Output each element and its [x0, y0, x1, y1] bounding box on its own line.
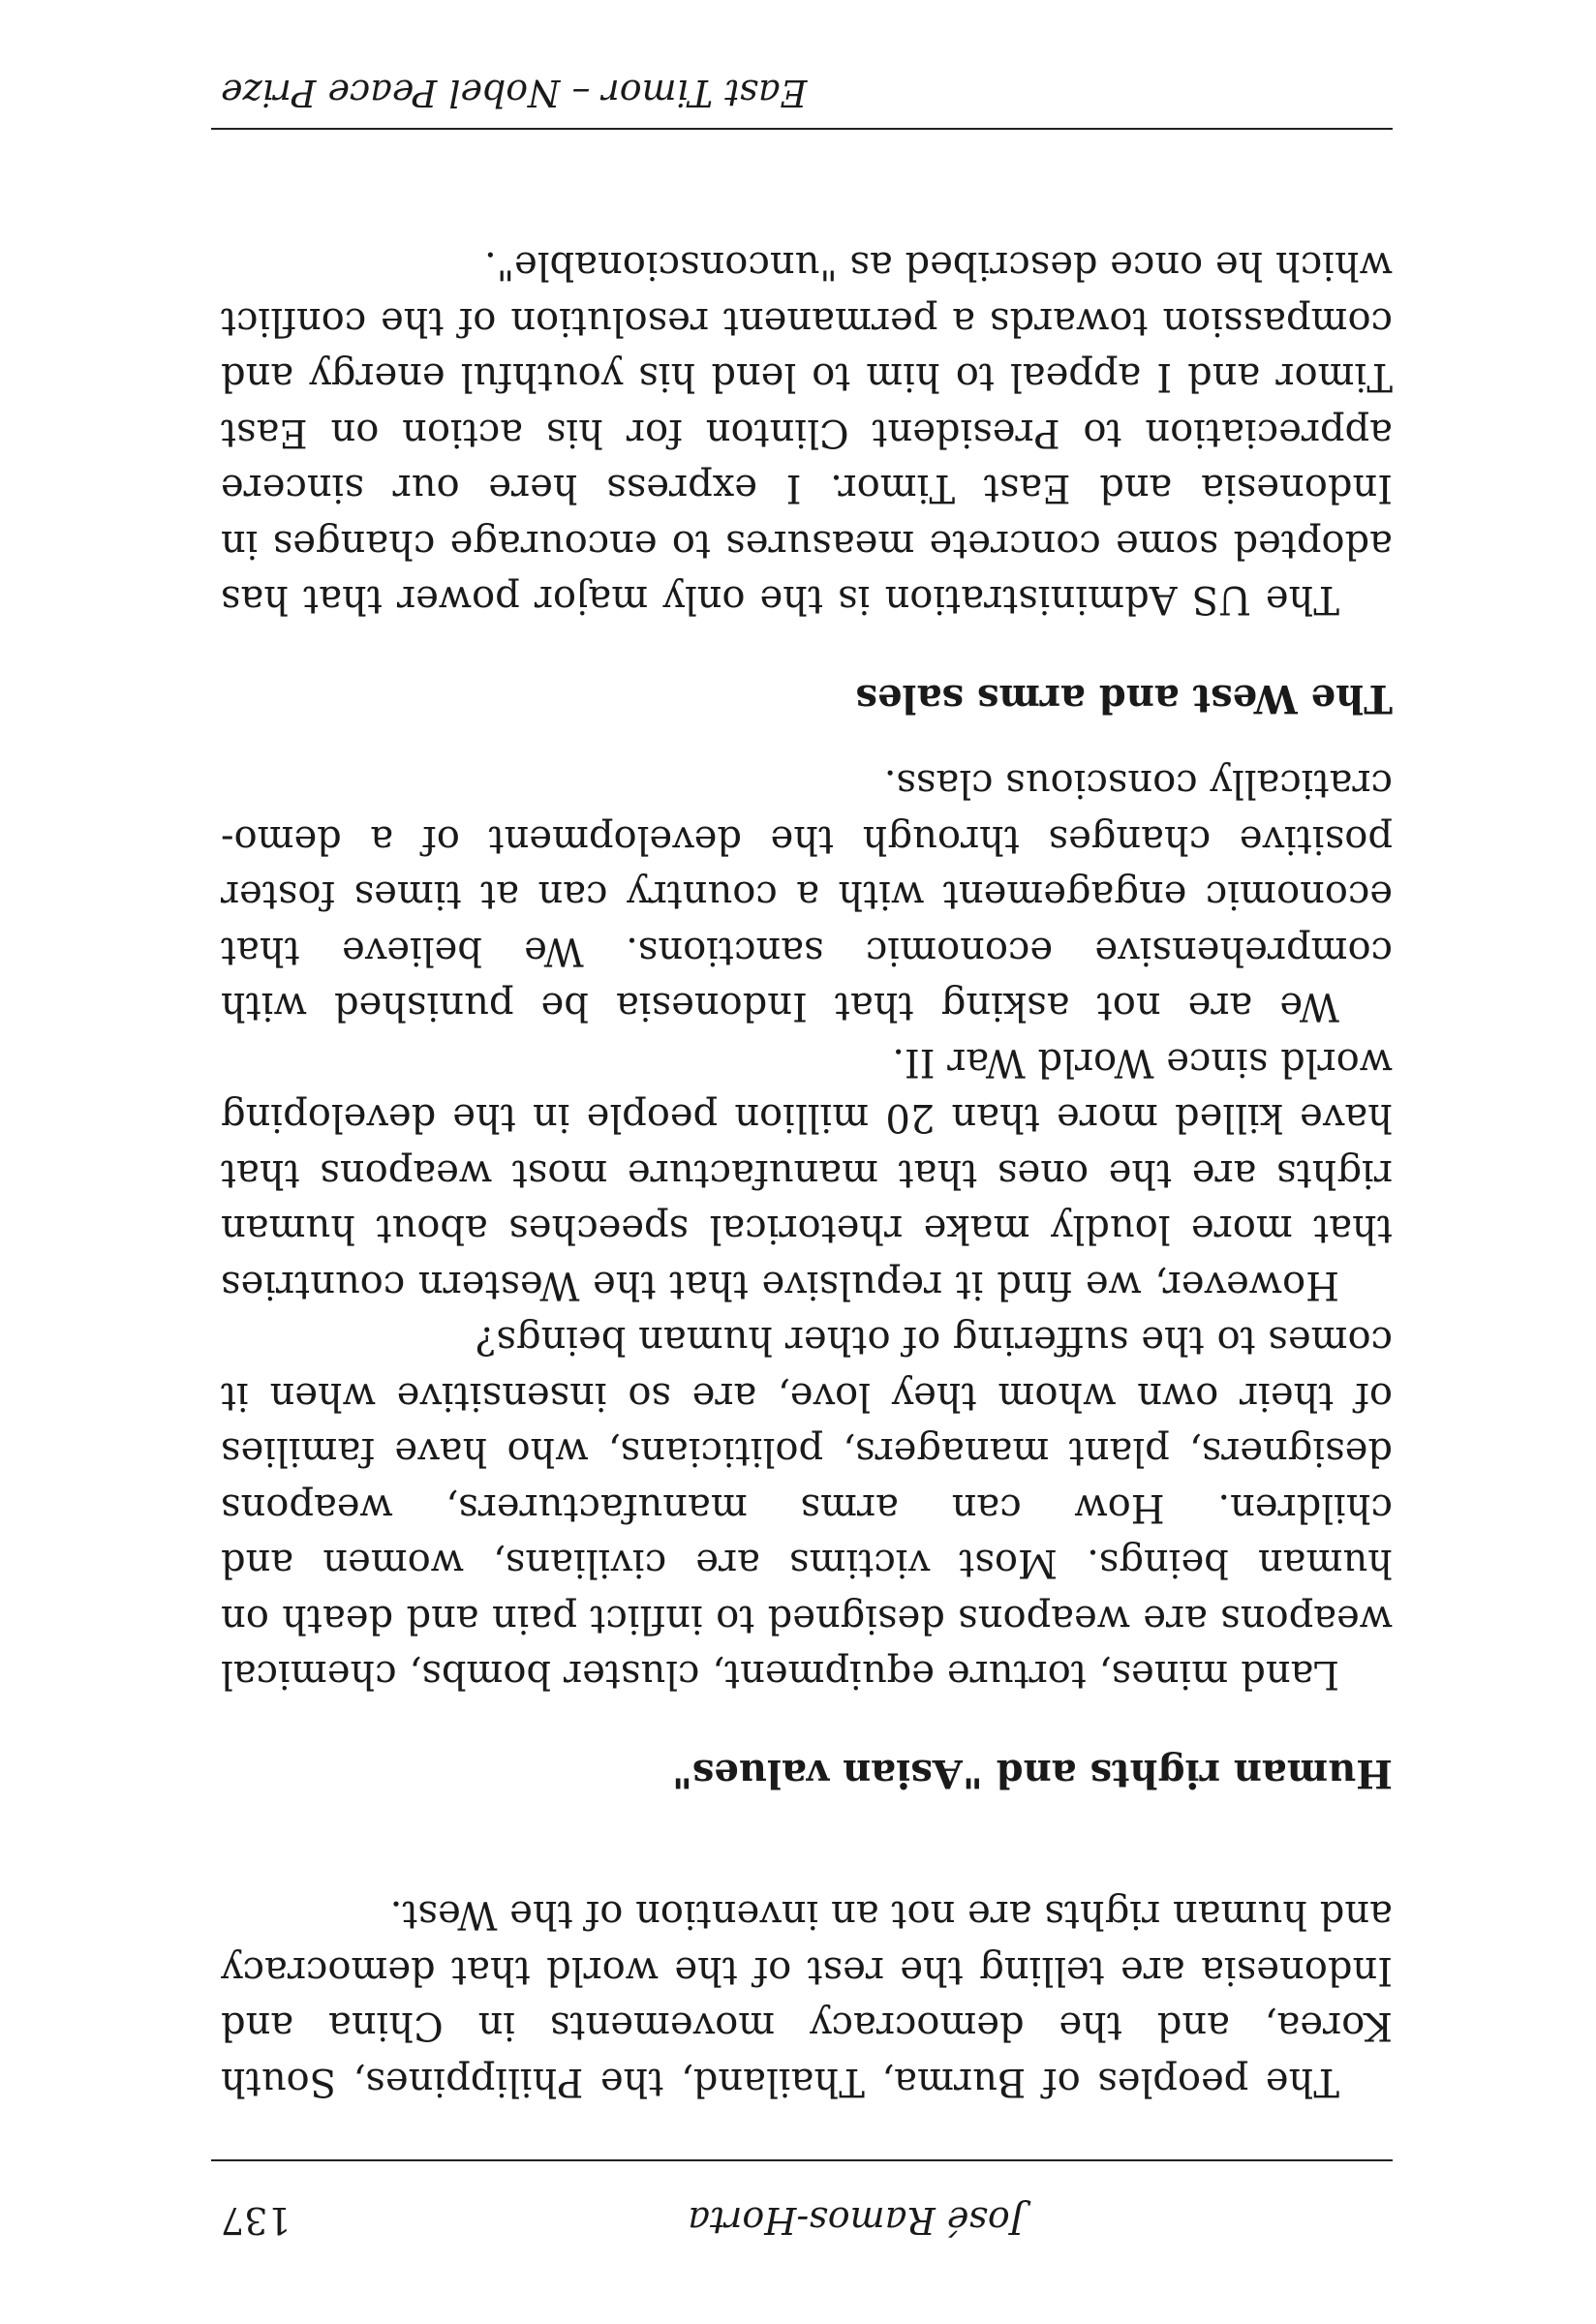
heading-west-arms: The West and arms sales: [855, 676, 1393, 721]
paragraph-not-asking: We are not asking that Indonesia be punished with comprehensive economic sanctions. We believe that economic engagement with a country can at times foster positive changes through the development of a demo-cratically conscious class.: [221, 761, 1393, 1029]
paragraph-us-administration: The US Administration is the only major power that has adopted some concrete measures to encourage changes in Indonesia and East Timor. I express here our sincere appreciation to President Clinton for his action on East Timor and I appeal to him to lend his youthful energy and compassion towards a permanent resolution of the conflict which he once described as "unconscionable".: [221, 243, 1393, 623]
paragraph-peoples: The peoples of Burma, Thailand, the Philippines, South Korea, and the democracy movements in China and Indonesia are telling the rest of the world that democracy and human rights are not an invention of the West.: [221, 1892, 1393, 2104]
text-column: [221, 237, 1393, 2109]
paragraph-land-mines: Land mines, torture equipment, cluster bombs, chemical weapons are weapons designed to inflict pain and death on human beings. Most victims are civilians, women and children. How can arms manufacturers, weapons designers, plant managers, politicians, who have families of their own whom they love, are so insensitive when it comes to the suffering of other human beings?: [221, 1318, 1393, 1697]
heading-human-rights: Human rights and "Asian values": [671, 1751, 1393, 1796]
footer-rule: [211, 128, 1393, 130]
header-rule: [211, 2159, 1393, 2161]
running-author: José Ramos-Horta: [688, 2199, 1025, 2242]
running-title: East Timor – Nobel Peace Prize: [221, 72, 808, 114]
section-gap: [221, 1801, 1393, 1886]
page-number: 137: [221, 2199, 292, 2242]
paragraph-however: However, we find it repulsive that the Western countries that more loudly make rhetorical speeches about human rights are the ones that manufacture most weapons that have killed more than 20 million people in the developing world since World War II.: [221, 1040, 1393, 1307]
page-header: [221, 2199, 1393, 2242]
